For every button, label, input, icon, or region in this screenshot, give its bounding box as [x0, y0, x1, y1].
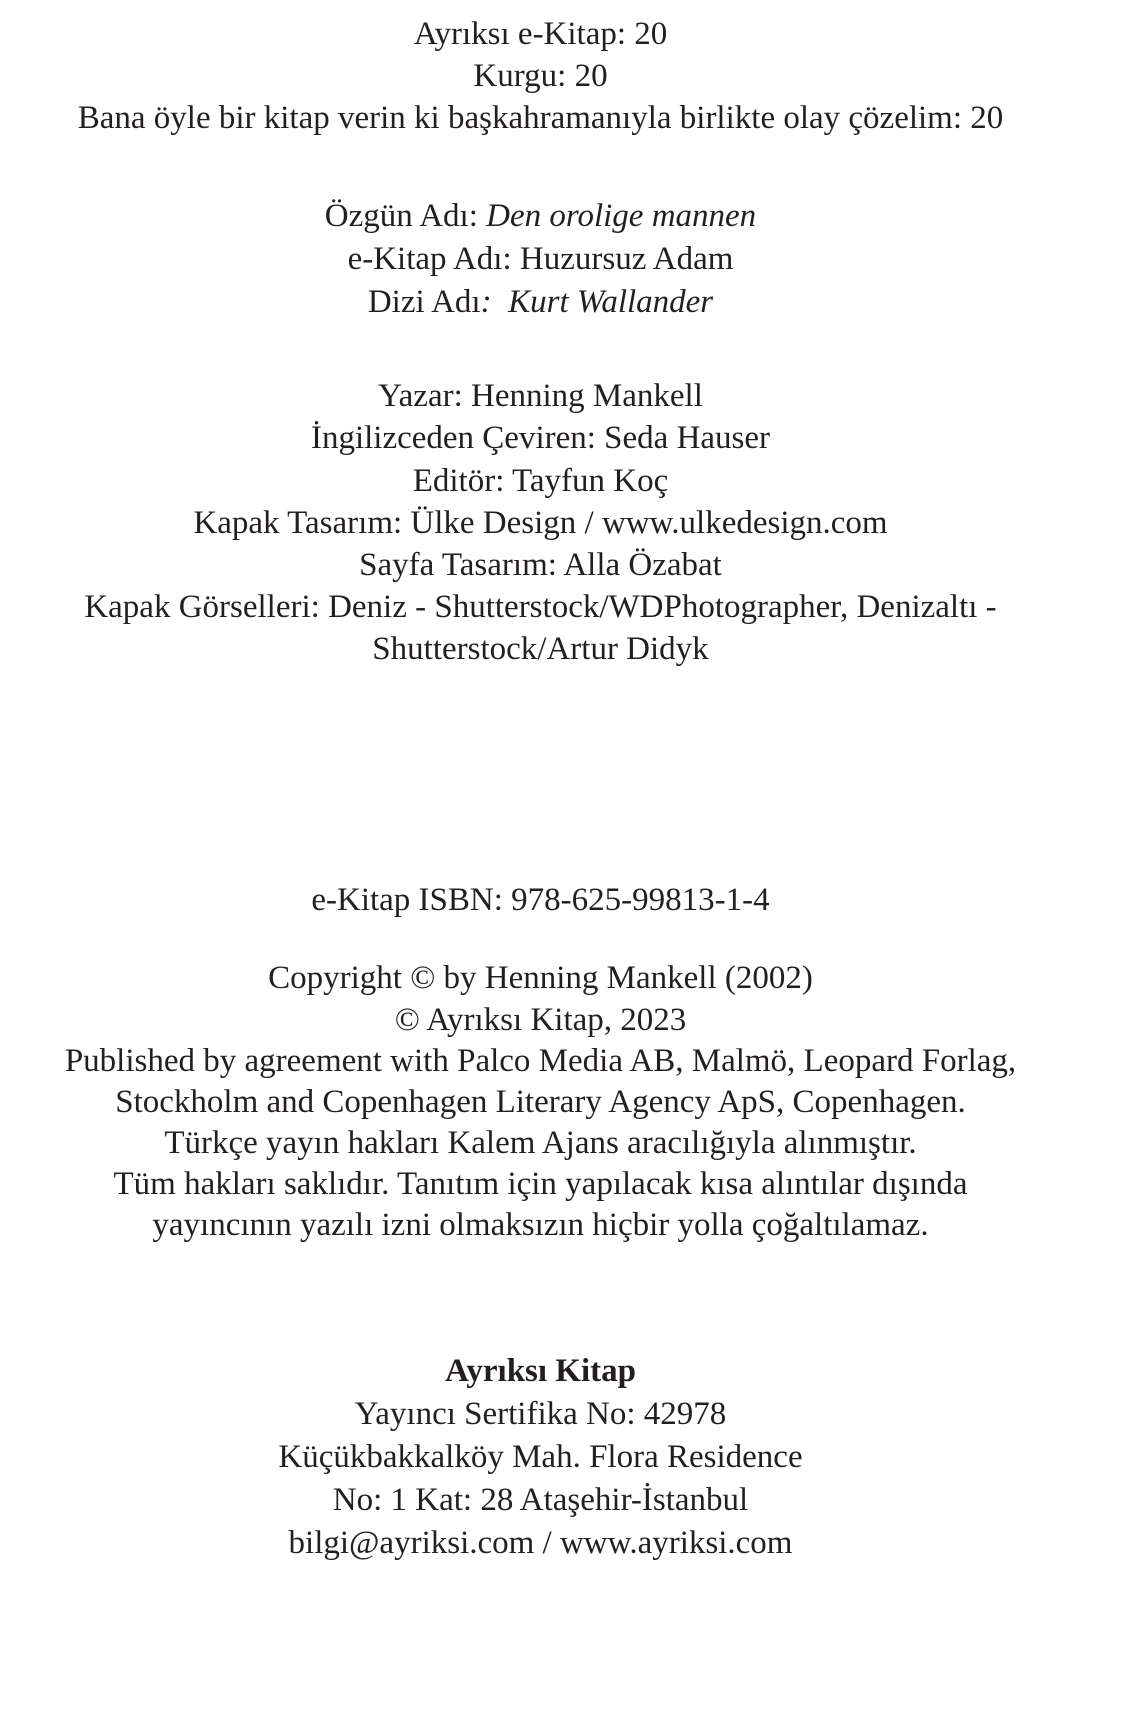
original-title-line: [0, 194, 1081, 238]
agreement-line-1: Published by agreement with Palco Media AB, Malmö, Leopard Forlag,: [64, 1043, 1017, 1079]
cover-images-line-1: Kapak Görselleri: Deniz - Shutterstock/WDPhotographer, Denizaltı -: [84, 589, 997, 625]
author-line: Yazar: Henning Mankell: [378, 378, 703, 414]
publisher-certificate: Yayıncı Sertifika No: 42978: [354, 1396, 727, 1432]
copyright-line: Copyright © by Henning Mankell (2002): [268, 960, 813, 996]
series-name-colon: :: [480, 284, 492, 320]
publisher-copyright-line: © Ayrıksı Kitap, 2023: [394, 1002, 687, 1038]
series-line-3: Bana öyle bir kitap verin ki başkahramanıyla birlikte olay çözelim: 20: [77, 100, 1004, 136]
series-name-label: Dizi Adı: [367, 284, 481, 320]
editor-line: Editör: Tayfun Koç: [412, 463, 669, 499]
publisher-name: Ayrıksı Kitap: [445, 1353, 636, 1389]
series-line-1: Ayrıksı e-Kitap: 20: [413, 16, 668, 52]
translator-line: İngilizceden Çeviren: Seda Hauser: [310, 420, 771, 456]
reserved-line-1: Tüm hakları saklıdır. Tanıtım için yapılacak kısa alıntılar dışında: [113, 1166, 968, 1202]
reserved-line-2: yayıncının yazılı izni olmaksızın hiçbir yolla çoğaltılamaz.: [152, 1207, 929, 1243]
page-design-line: Sayfa Tasarım: Alla Özabat: [359, 547, 722, 583]
publisher-address-1: Küçükbakkalköy Mah. Flora Residence: [278, 1439, 803, 1475]
ebook-title-line: e-Kitap Adı: Huzursuz Adam: [347, 241, 734, 277]
original-title-label: Özgün Adı:: [324, 198, 487, 234]
isbn-line: e-Kitap ISBN: 978-625-99813-1-4: [311, 882, 770, 918]
turkish-rights-line: Türkçe yayın hakları Kalem Ajans aracılığıyla alınmıştır.: [164, 1125, 917, 1161]
original-title-value: Den orolige mannen: [486, 198, 757, 234]
cover-design-line: Kapak Tasarım: Ülke Design / www.ulkedesign.com: [193, 505, 888, 541]
publisher-address-2: No: 1 Kat: 28 Ataşehir-İstanbul: [332, 1482, 749, 1518]
series-name-line: [0, 280, 1081, 324]
cover-images-line-2: Shutterstock/Artur Didyk: [372, 631, 709, 667]
series-line-2: Kurgu: 20: [473, 58, 608, 94]
publisher-contact: bilgi@ayriksi.com / www.ayriksi.com: [288, 1525, 793, 1561]
series-name-value: Kurt Wallander: [508, 284, 714, 320]
agreement-line-2: Stockholm and Copenhagen Literary Agency ApS, Copenhagen.: [115, 1084, 966, 1120]
